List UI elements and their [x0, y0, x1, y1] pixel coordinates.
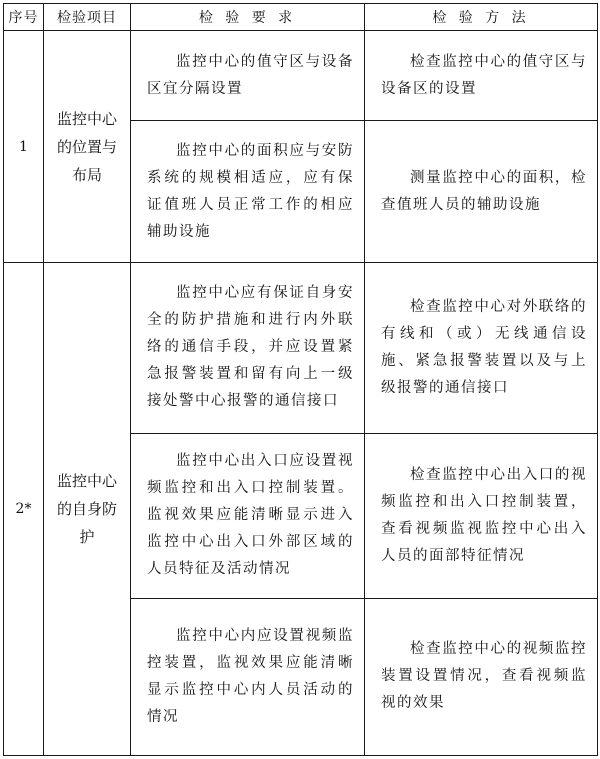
- header-index: 序号: [4, 4, 44, 31]
- requirement-cell: 监控中心内应设置视频监控装置，监视效果应能清晰显示监控中心内人员活动的情况: [131, 598, 365, 755]
- method-cell: 检查监控中心对外联络的有线和（或）无线通信设施、紧急报警装置以及与上级报警的通信接口: [365, 263, 598, 433]
- method-cell: 测量监控中心的面积，检查值班人员的辅助设施: [365, 121, 598, 263]
- table-row: [4, 31, 598, 121]
- inspection-item: 监控中心的自身防护: [44, 263, 131, 756]
- inspection-item: 监控中心的位置与布局: [44, 31, 131, 263]
- row-index: 2*: [4, 263, 44, 756]
- header-row: [4, 4, 598, 31]
- requirement-cell: 监控中心的面积应与安防系统的规模相适应，应有保证值班人员正常工作的相应辅助设施: [131, 121, 365, 263]
- method-cell: 检查监控中心的视频监控装置设置情况，查看视频监视的效果: [365, 598, 598, 755]
- requirement-cell: 监控中心的值守区与设备区宜分隔设置: [131, 31, 365, 121]
- table-row: [4, 263, 598, 433]
- method-cell: 检查监控中心出入口的视频监控和出入口控制装置，查看视频监视监控中心出入人员的面部特征情况: [365, 433, 598, 598]
- row-index: 1: [4, 31, 44, 263]
- header-item: 检验项目: [44, 4, 131, 31]
- inspection-table: [3, 3, 598, 756]
- method-cell: 检查监控中心的值守区与设备区的设置: [365, 31, 598, 121]
- header-requirement: 检 验 要 求: [131, 4, 365, 31]
- requirement-cell: 监控中心应有保证自身安全的防护措施和进行内外联络的通信手段，并应设置紧急报警装置和留有向上一级接处警中心报警的通信接口: [131, 263, 365, 433]
- header-method: 检 验 方 法: [365, 4, 598, 31]
- requirement-cell: 监控中心出入口应设置视频监控和出入口控制装置。监视效果应能清晰显示进入监控中心出入口外部区域的人员特征及活动情况: [131, 433, 365, 598]
